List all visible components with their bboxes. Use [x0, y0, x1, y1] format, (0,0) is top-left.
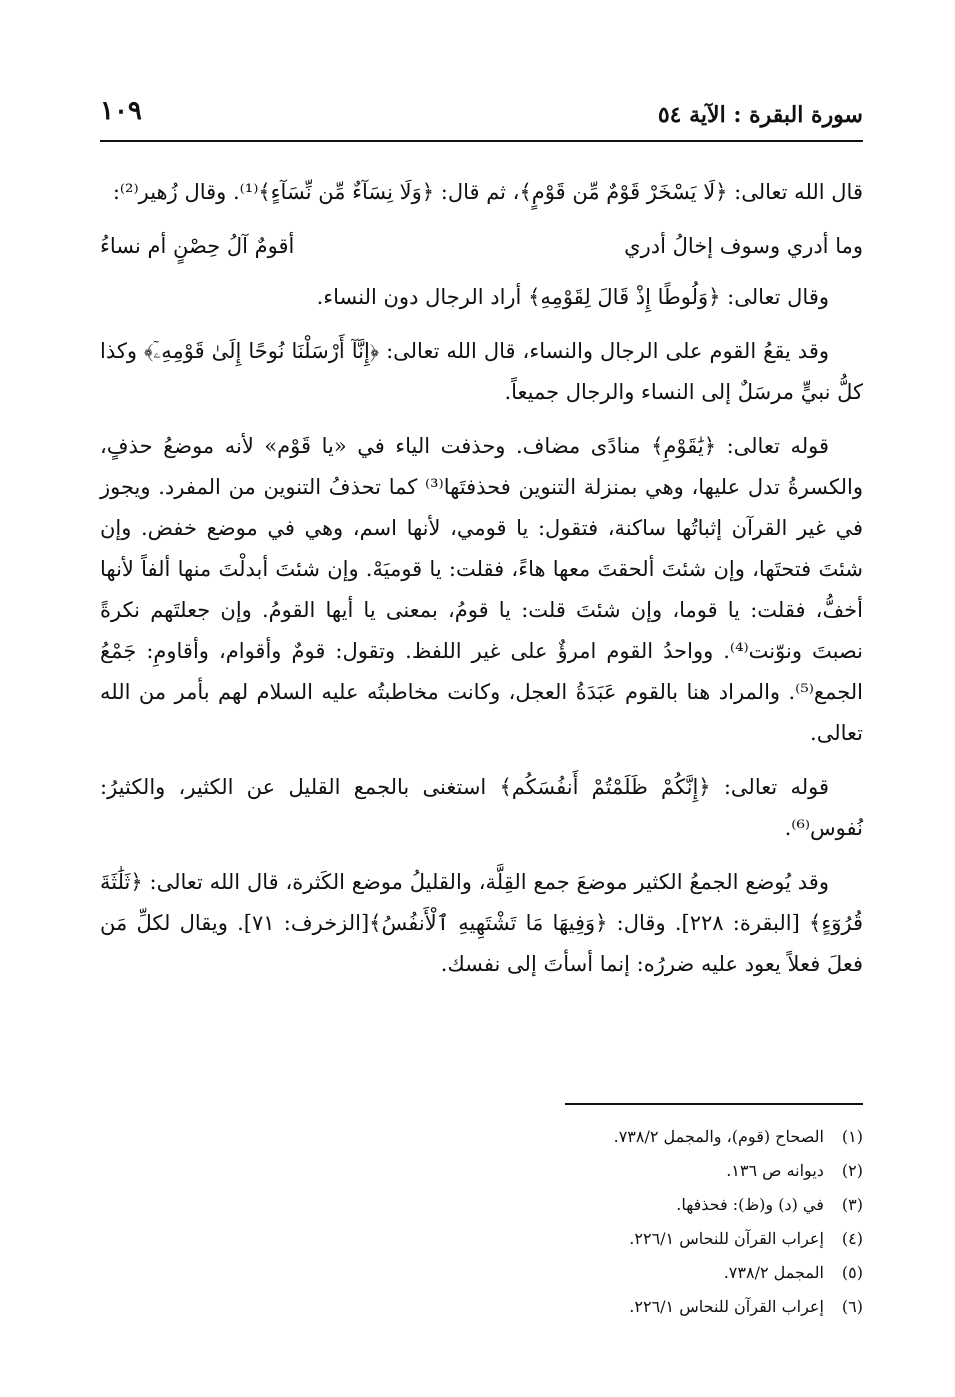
footnote-divider [565, 1103, 863, 1105]
footnote-text: إعراب القرآن للنحاس ٢٢٦/١. [629, 1229, 824, 1248]
footnote-number: (٤) [841, 1229, 863, 1248]
footnote-1 [100, 1120, 863, 1154]
footnote-text: في (د) و(ظ): فحذفها. [676, 1195, 824, 1214]
footnote-text: ديوانه ص ١٣٦. [726, 1161, 824, 1180]
footnote-4 [100, 1222, 863, 1256]
verse-first-hemistich: وما أدري وسوف إخالُ أدري [624, 234, 863, 258]
footnote-number: (٦) [841, 1297, 863, 1316]
running-title: سورة البقرة : الآية ٥٤ [657, 102, 863, 128]
poetry-verse [100, 226, 863, 267]
paragraph-5: قوله تعالى: ﴿إِنَّكُمْ ظَلَمْتُمْ أَنفُسَكُم﴾ استغنى بالجمع القليل عن الكثير، والكثيرُ: نُفوس⁽⁶⁾. [100, 775, 863, 840]
footnote-number: (٣) [841, 1195, 863, 1214]
footnote-number: (٢) [841, 1161, 863, 1180]
footnote-text: الصحاح (قوم)، والمجمل ٧٣٨/٢. [613, 1127, 824, 1146]
page-header [100, 92, 863, 138]
paragraph-1: قال الله تعالى: ﴿لَا يَسْخَرْ قَوْمٌ مِّن قَوْمٍ﴾، ثم قال: ﴿وَلَا نِسَآءٌ مِّن نِّسَآءٍ﴾⁽¹⁾. وقال زُهير⁽²⁾: [112, 180, 863, 204]
verse-second-hemistich: أقومٌ آلُ حِصْنٍ أم نساءُ [100, 234, 295, 258]
footnote-2 [100, 1154, 863, 1188]
footnote-6 [100, 1290, 863, 1324]
footnote-number: (٥) [841, 1263, 863, 1282]
paragraph-6: وقد يُوضع الجمعُ الكثير موضعَ جمع القِلَّة، والقليلُ موضع الكَثرة، قال الله تعالى: ﴿ثَلَٰثَةَ قُرُوٓءٍ﴾ [البقرة: ٢٢٨]. وقال: ﴿وَفِيهَا مَا تَشْتَهِيهِ ٱلْأَنفُسُ﴾[الزخرف: ٧١]. ويقال لكلِّ مَن فعلَ فعلاً يعود عليه ضررُه: إنما أسأتَ إلى نفسك. [100, 870, 863, 976]
paragraph-4: قوله تعالى: ﴿يَٰقَوْمِ﴾ منادًى مضاف. وحذفت الياء في «يا قَوْم» لأنه موضعُ حذفٍ، والكسرةُ تدل عليها، وهي بمنزلة التنوين فحذفتَها⁽³⁾ كما تحذفُ التنوين من المفرد. ويجوز في غير القرآن إثباتُها ساكنة، فتقول: يا قومي، لأنها اسم، وهي في موضع خفض. وإن شئتَ فتحتَها، وإن شئتَ ألحقتَ معها هاءً، فقلت: يا قوميَهْ. وإن شئتَ أبدلْتَ منها ألفاً لأنها أخفُّ، فقلت: يا قوما، وإن شئتَ قلت: يا قومُ، بمعنى يا أيها القومُ. وإن جعلتَهم نكرةً نصبتَ ونوّنت⁽⁴⁾. وواحدُ القوم امرؤٌ على غير اللفظ. وتقول: قومٌ وأقوام، وأقاومِ: جَمْعُ الجمع⁽⁵⁾. والمراد هنا بالقوم عَبَدَةُ العجل، وكانت مخاطبتُه عليه السلام لهم بأمر من الله تعالى. [100, 434, 864, 745]
header-divider [100, 140, 863, 142]
footnote-3 [100, 1188, 863, 1222]
paragraph-3: وقد يقعُ القوم على الرجال والنساء، قال الله تعالى: ﴿إِنَّآ أَرْسَلْنَا نُوحًا إِلَىٰ قَوْمِهِۦٓ﴾ وكذا كلُّ نبيٍّ مرسَلٌ إلى النساء والرجال جميعاً. [100, 339, 863, 404]
footnote-number: (١) [841, 1127, 863, 1146]
footnote-text: إعراب القرآن للنحاس ٢٢٦/١. [629, 1297, 824, 1316]
footnote-5 [100, 1256, 863, 1290]
footnote-text: المجمل ٧٣٨/٢. [723, 1263, 824, 1282]
main-text [100, 172, 863, 998]
footnotes [100, 1120, 863, 1324]
page-number: ١٠٩ [100, 96, 142, 126]
paragraph-2: وقال تعالى: ﴿وَلُوطًا إِذْ قَالَ لِقَوْمِهِ﴾ أراد الرجال دون النساء. [316, 285, 829, 309]
